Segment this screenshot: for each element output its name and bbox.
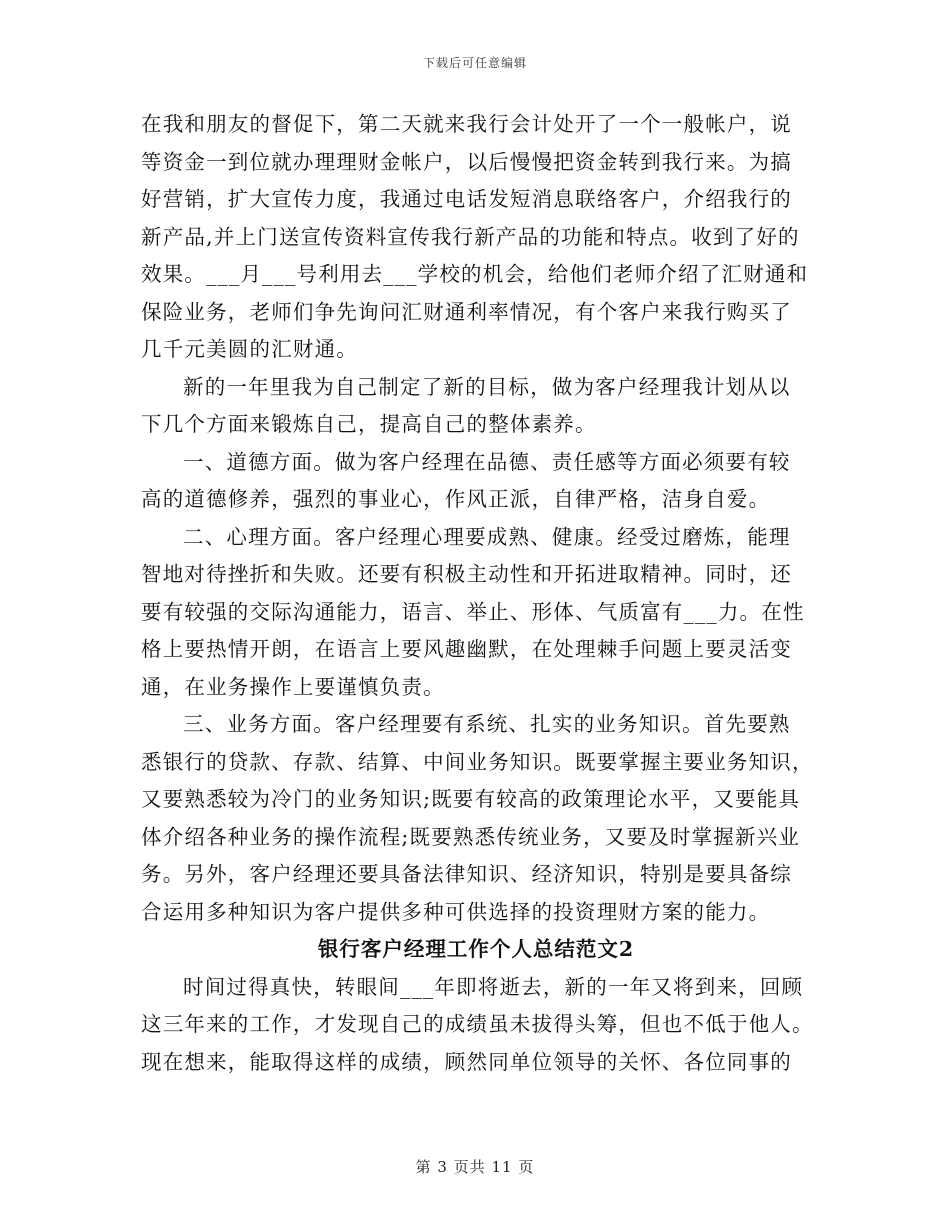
paragraph-start-line: 一、道德方面。做为客户经理在品德、责任感等方面必须要有较 [183,449,791,474]
section-title: 银行客户经理工作个人总结范文2 [317,937,635,961]
body-line: 悉银行的贷款、存款、结算、中间业务知识。既要掌握主要业务知识， [141,749,814,774]
body-line: 现在想来，能取得这样的成绩，顾然同单位领导的关怀、各位同事的 [141,1049,792,1074]
body-line: 新产品,并上门送宣传资料宣传我行新产品的功能和特点。收到了好的 [141,224,800,249]
body-line: 通，在业务操作上要谨慎负责。 [141,674,445,699]
body-line: 下几个方面来锻炼自己，提高自己的整体素养。 [141,412,597,436]
document-body [141,106,814,1081]
paragraph-start-line: 二、心理方面。客户经理心理要成熟、健康。经受过磨炼，能理 [183,524,791,549]
header-note: 下载后可任意编辑 [422,56,527,70]
body-line: 体介绍各种业务的操作流程;既要熟悉传统业务，又要及时掌握新兴业 [141,824,801,849]
body-line: 合运用多种知识为客户提供多种可供选择的投资理财方案的能力。 [141,899,771,924]
body-line: 务。另外，客户经理还要具备法律知识、经济知识，特别是要具备综 [141,862,792,886]
body-line: 保险业务，老师们争先询问汇财通利率情况，有个客户来我行购买了 [141,299,792,324]
body-line: 要有较强的交际沟通能力，语言、举止、形体、气质富有___力。在性 [141,599,805,624]
paragraph-start-line: 三、业务方面。客户经理要有系统、扎实的业务知识。首先要熟 [183,712,791,736]
page-number: 第 3 页共 11 页 [415,1158,535,1176]
body-line: 格上要热情开朗，在语言上要风趣幽默，在处理棘手问题上要灵活变 [141,637,792,661]
body-line: 又要熟悉较为冷门的业务知识;既要有较高的政策理论水平，又要能具 [141,787,801,811]
paragraph-start-line: 时间过得真快，转眼间___年即将逝去，新的一年又将到来，回顾 [183,974,804,999]
body-line: 在我和朋友的督促下，第二天就来我行会计处开了一个一般帐户，说 [141,112,792,136]
paragraph-start-line: 新的一年里我为自己制定了新的目标，做为客户经理我计划从以 [183,374,791,399]
body-line: 高的道德修养，强烈的事业心，作风正派，自律严格，洁身自爱。 [141,487,771,511]
body-line: 效果。___月___号利用去___学校的机会，给他们老师介绍了汇财通和 [141,262,809,286]
body-line: 这三年来的工作，才发现自己的成绩虽未拔得头筹，但也不低于他人。 [141,1012,814,1036]
body-line: 几千元美圆的汇财通。 [141,337,358,361]
body-line: 好营销，扩大宣传力度，我通过电话发短消息联络客户，介绍我行的 [141,187,792,211]
body-line: 等资金一到位就办理理财金帐户，以后慢慢把资金转到我行来。为搞 [141,149,792,174]
body-line: 智地对待挫折和失败。还要有积极主动性和开拓进取精神。同时，还 [141,562,792,586]
